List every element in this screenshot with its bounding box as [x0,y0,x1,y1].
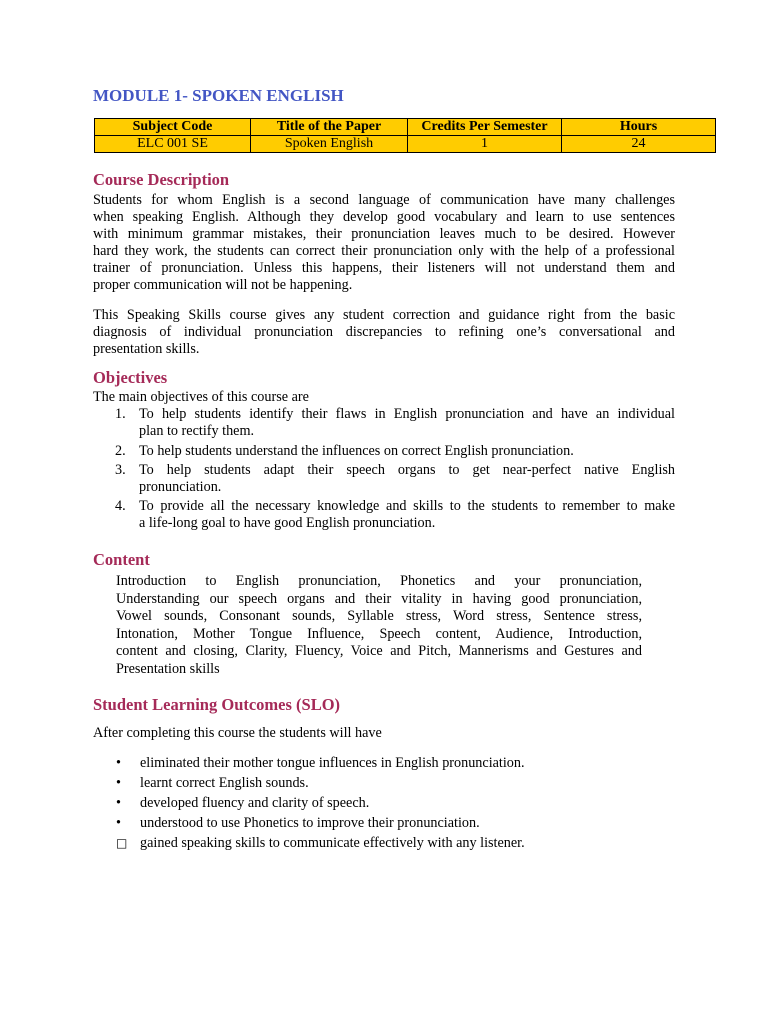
text-line: content and closing, Clarity, Fluency, Voice and Pitch, Mannerisms and Gestures and [116,643,642,659]
table-header-cell: Subject Code [95,119,251,136]
text-line: plan to rectify them. [139,423,255,439]
text-line: To help students adapt their speech organs to get near-perfect native English [139,462,675,478]
content-paragraph [116,573,642,678]
module-title: MODULE 1- SPOKEN ENGLISH [93,86,344,105]
list-item [116,835,525,852]
list-item [116,775,309,792]
slo-intro: After completing this course the students will have [93,725,382,741]
text-line: diagnosis of individual pronunciation discrepancies to refining one’s conversational and [93,324,675,340]
text-line: To provide all the necessary knowledge and skills to the students to remember to make [139,498,675,514]
objective-item [115,462,675,498]
table-cell: Spoken English [251,136,408,153]
table-header-row [95,119,716,136]
bullet-icon: • [116,775,121,791]
text-line: Understanding our speech organs and their vitality in having good pronunciation, [116,590,642,607]
slo-heading: Student Learning Outcomes (SLO) [93,695,341,714]
table-cell: 24 [562,136,716,153]
list-number: 4. [115,498,126,514]
objective-item [115,406,675,442]
text-line: To help students identify their flaws in English pronunciation and have an individual [139,406,675,422]
course-description-paragraph-2 [93,307,675,358]
text-line: with minimum grammar mistakes, their pronunciation leaves much to be desired. However [93,226,675,242]
course-description-heading: Course Description [93,170,230,189]
objectives-intro: The main objectives of this course are [93,389,309,405]
text-line: This Speaking Skills course gives any student correction and guidance right from the basic [93,307,675,323]
content-heading: Content [93,550,150,569]
bullet-icon: • [116,795,121,811]
bullet-icon: • [116,755,121,771]
list-item [116,815,480,832]
text-line: presentation skills. [93,341,200,357]
list-number: 2. [115,443,126,459]
table-header-cell: Hours [562,119,716,136]
course-description-paragraph-1 [93,192,675,294]
table-cell: 1 [408,136,562,153]
table-cell: ELC 001 SE [95,136,251,153]
text-line: a life-long goal to have good English pronunciation. [139,515,436,531]
text-line: Vowel sounds, Consonant sounds, Syllable stress, Word stress, Sentence stress, [116,608,642,624]
text-line: when speaking English. Although they develop good vocabulary and learn to use sentences [93,209,675,225]
list-item [116,795,369,812]
bullet-icon: • [116,815,121,831]
list-item-text: gained speaking skills to communicate effectively with any listener. [140,835,525,851]
text-line: hard they work, the students can correct their pronunciation only with the help of a professional [93,243,675,259]
text-line: proper communication will not be happening. [93,277,353,293]
text-line: Introduction to English pronunciation, Phonetics and your pronunciation, [116,573,642,589]
list-item-text: understood to use Phonetics to improve their pronunciation. [140,815,480,831]
list-number: 3. [115,462,126,478]
list-item-text: learnt correct English sounds. [140,775,309,791]
text-line: Intonation, Mother Tongue Influence, Speech content, Audience, Introduction, [116,625,642,642]
table-row [95,136,716,153]
list-item [116,755,525,772]
subject-table [94,118,716,153]
list-item-text: eliminated their mother tongue influences in English pronunciation. [140,755,525,771]
text-line: Students for whom English is a second language of communication have many challenges [93,192,675,208]
objectives-heading: Objectives [93,368,168,387]
text-line: pronunciation. [139,479,222,495]
text-line: Presentation skills [116,660,220,677]
text-line: trainer of pronunciation. Unless this happens, their listeners will not understand them and [93,260,675,276]
objective-item [115,443,675,461]
table-header-cell: Credits Per Semester [408,119,562,136]
list-item-text: developed fluency and clarity of speech. [140,795,370,811]
missing-glyph-icon: □ [116,836,128,850]
text-line: To help students understand the influences on correct English pronunciation. [139,443,574,459]
list-number: 1. [115,406,126,422]
objective-item [115,498,675,534]
table-header-cell: Title of the Paper [251,119,408,136]
